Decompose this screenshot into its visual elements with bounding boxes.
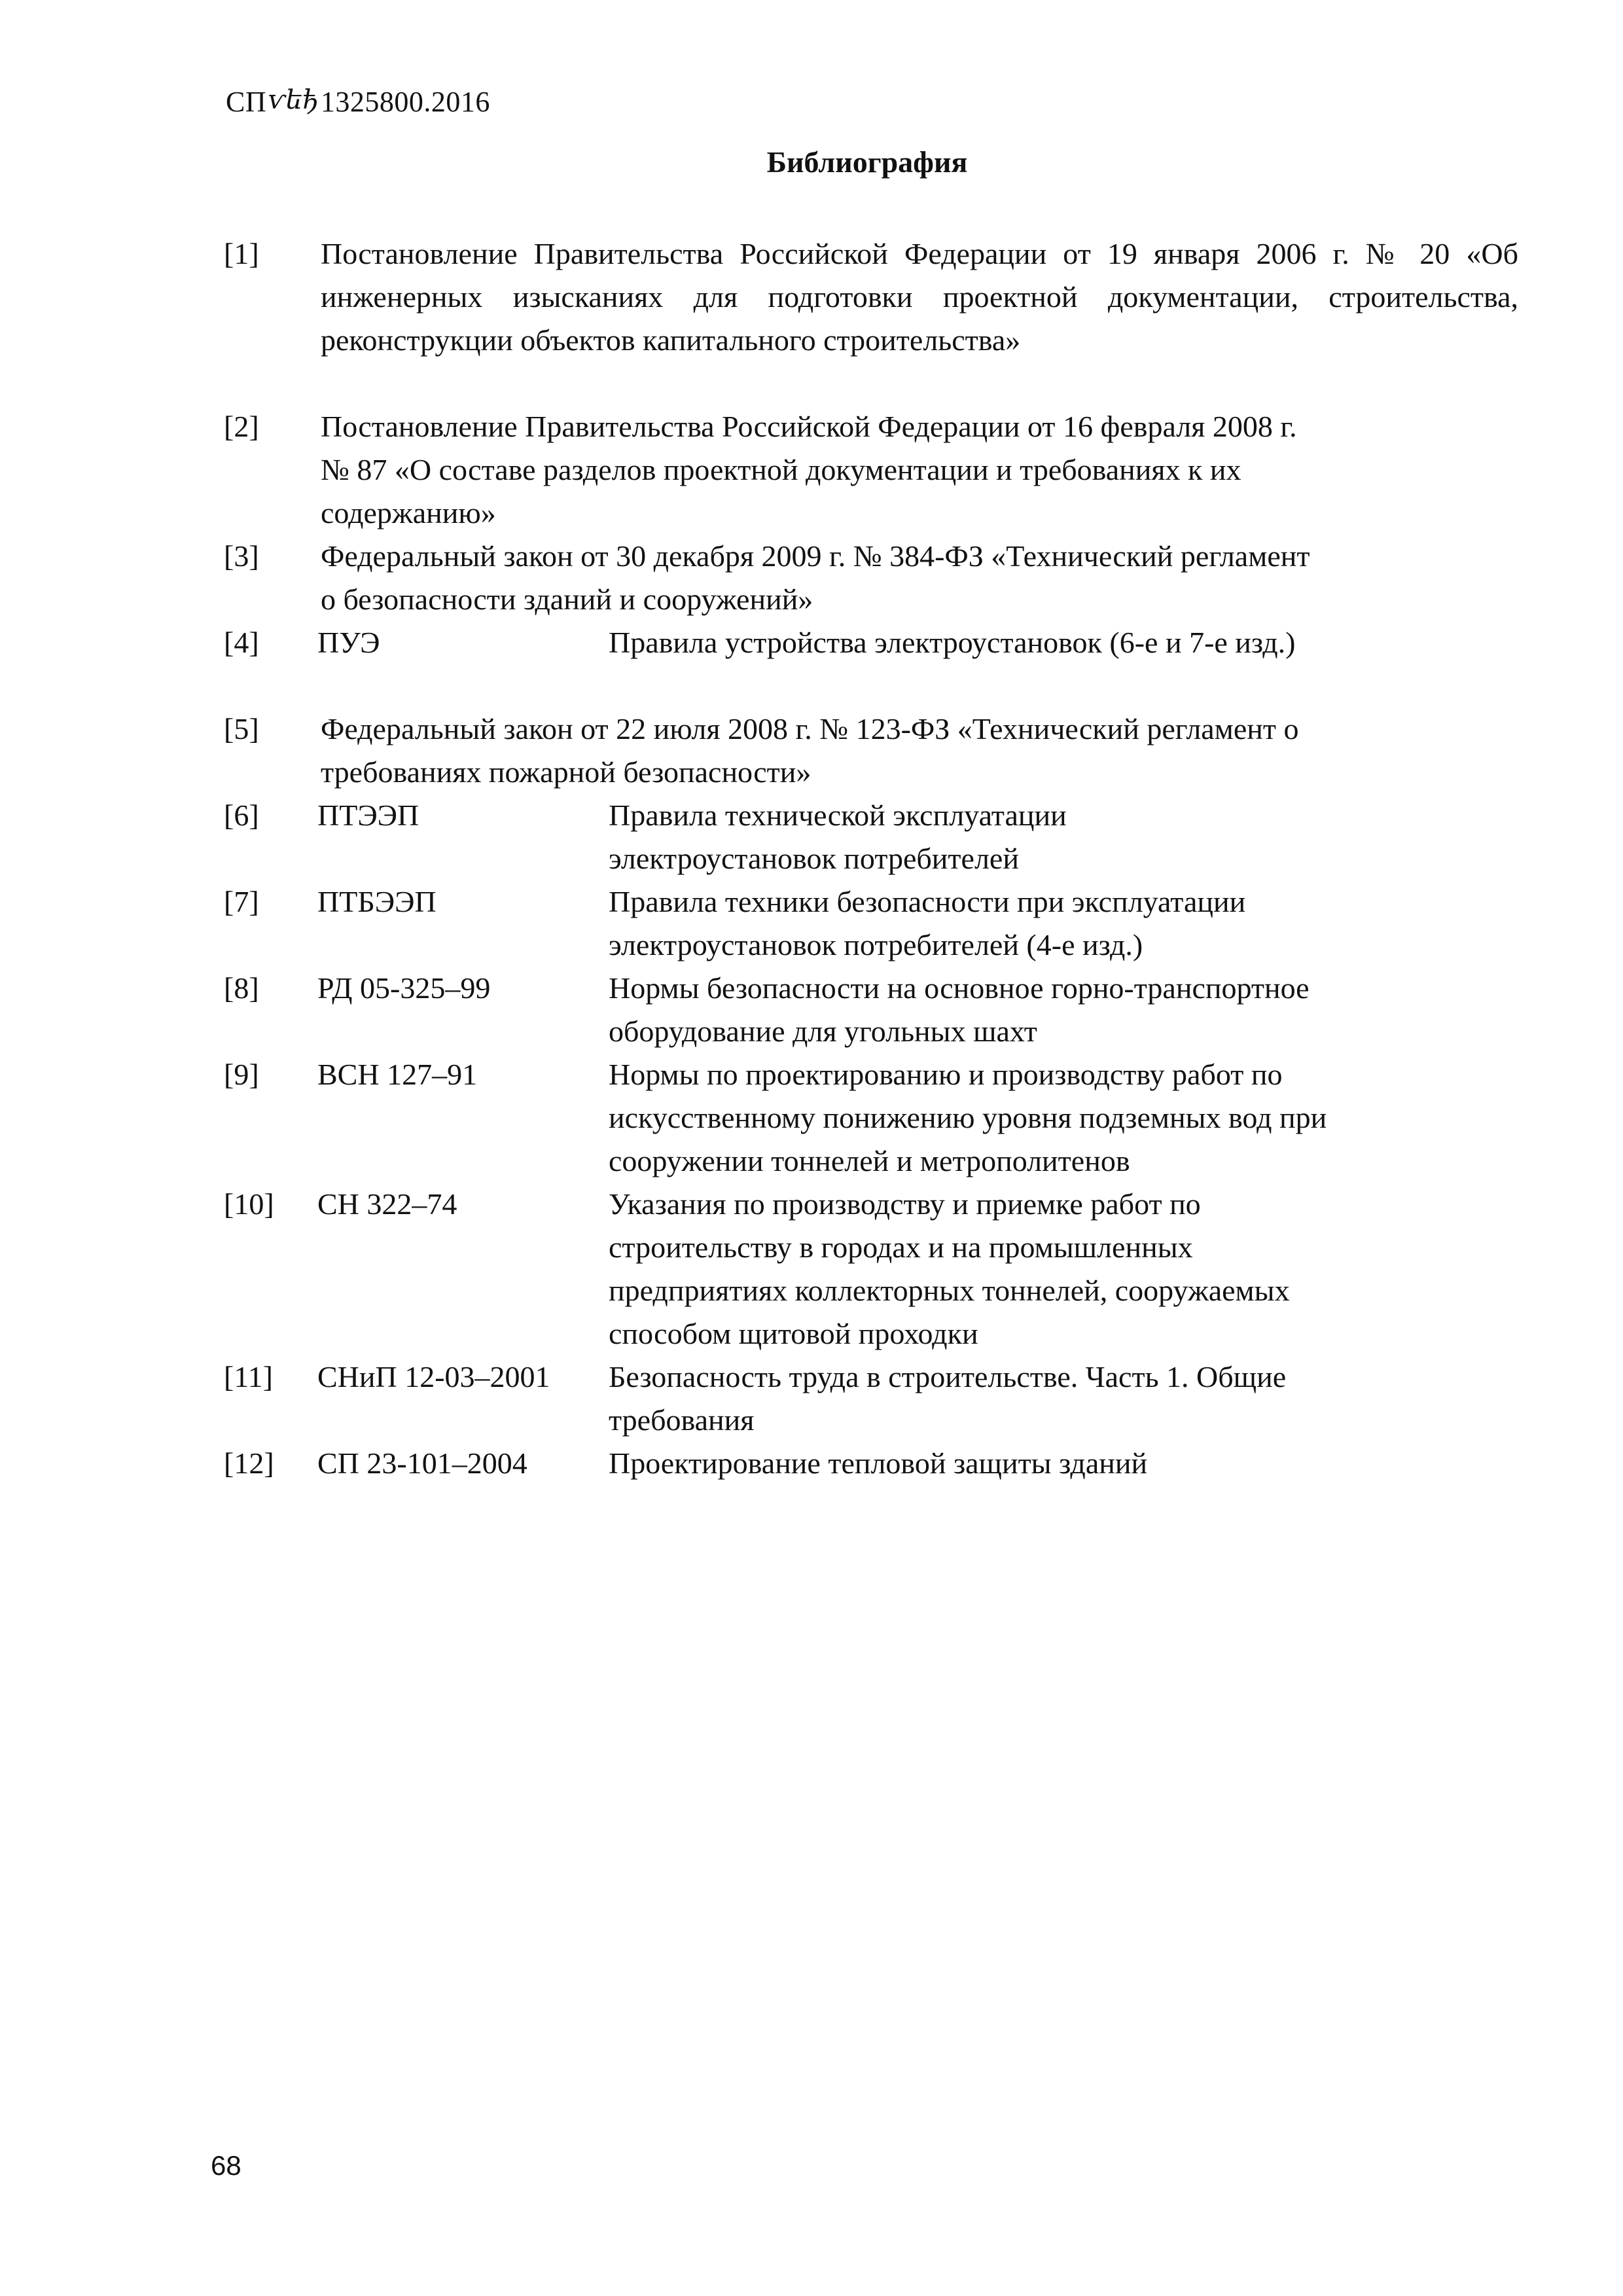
document-code — [226, 84, 490, 121]
entry-number: [12] — [224, 1446, 274, 1480]
entry-number: [6] — [224, 798, 259, 832]
entry-number: [8] — [224, 971, 259, 1005]
bibliography-entry-3 — [216, 535, 1518, 621]
entry-number: [9] — [224, 1058, 259, 1091]
entry-description: Правила устройства электроустановок (6-е и 7-е изд.) — [609, 626, 1296, 659]
entry-number: [5] — [224, 712, 259, 745]
entry-description: Правила техники безопасности при эксплуатации электроустановок потребителей (4-е изд.) — [609, 885, 1246, 961]
entry-code: ПТБЭЭП — [317, 885, 437, 918]
entry-description: Безопасность труда в строительстве. Часть 1. Общие требования — [609, 1360, 1287, 1437]
entry-code: ПУЭ — [317, 626, 380, 659]
bibliography-entry-9 — [216, 1053, 1518, 1183]
entry-code: СП 23-101–2004 — [317, 1446, 527, 1480]
entry-text: Постановление Правительства Российской Федерации от 19 января 2006 г. № 20 «Об инженерных изысканиях для подготовки проектной документации, строительства, реконструкции объектов капитального строительства» — [321, 237, 1518, 357]
entry-text: Федеральный закон от 30 декабря 2009 г. № 384-ФЗ «Технический регламент о безопасности зданий и сооружений» — [321, 539, 1310, 616]
entry-description: Нормы по проектированию и производству работ по искусственному понижению уровня подземных вод при сооружении тоннелей и метрополитенов — [609, 1058, 1327, 1177]
entry-number: [11] — [224, 1360, 273, 1393]
entry-number: [1] — [224, 237, 259, 270]
bibliography-entry-10 — [216, 1183, 1518, 1355]
bibliography-entry-8 — [216, 967, 1518, 1053]
bibliography-entry-2 — [216, 405, 1518, 535]
bibliography-entry-1 — [216, 232, 1518, 405]
entry-number: [3] — [224, 539, 259, 573]
entry-code: РД 05-325–99 — [317, 971, 491, 1005]
bibliography-entry-12 — [216, 1442, 1518, 1485]
document-code-suffix: 1325800.2016 — [320, 86, 490, 118]
entry-number: [2] — [224, 410, 259, 443]
bibliography-entry-7 — [216, 880, 1518, 967]
entry-code: ПТЭЭП — [317, 798, 419, 832]
entry-description: Правила технической эксплуатации электроустановок потребителей — [609, 798, 1067, 875]
entry-code: ВСН 127–91 — [317, 1058, 478, 1091]
page-title: Библиография — [766, 145, 968, 179]
bibliography-entry-11 — [216, 1355, 1518, 1442]
bibliography-entry-5 — [216, 708, 1518, 794]
entry-description: Проектирование тепловой защиты зданий — [609, 1446, 1148, 1480]
page-number: 68 — [211, 2150, 241, 2181]
handwritten-code-mark: ѵեђ — [268, 85, 319, 115]
bibliography-entry-4 — [216, 621, 1518, 708]
entry-code: СН 322–74 — [317, 1187, 457, 1221]
entry-number: [10] — [224, 1187, 274, 1221]
entry-text: Федеральный закон от 22 июля 2008 г. № 123-ФЗ «Технический регламент о требованиях пожарной безопасности» — [321, 712, 1299, 789]
bibliography-entry-6 — [216, 794, 1518, 880]
entry-code: СНиП 12-03–2001 — [317, 1360, 550, 1393]
entry-text: Постановление Правительства Российской Федерации от 16 февраля 2008 г. № 87 «О составе разделов проектной документации и требованиях к их содержанию» — [321, 410, 1297, 529]
entry-number: [4] — [224, 626, 259, 659]
document-code-prefix: СП — [226, 86, 267, 118]
entry-description: Нормы безопасности на основное горно-транспортное оборудование для угольных шахт — [609, 971, 1310, 1048]
entry-number: [7] — [224, 885, 259, 918]
bibliography-list — [216, 232, 1518, 1485]
entry-description: Указания по производству и приемке работ по строительству в городах и на промышленных предприятиях коллекторных тоннелей, сооружаемых способом щитовой проходки — [609, 1187, 1290, 1350]
